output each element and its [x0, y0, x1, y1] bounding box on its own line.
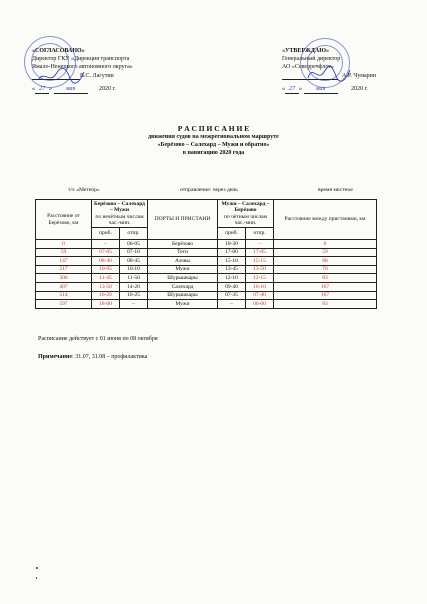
- cell-backward-arrival: 18-30: [218, 240, 246, 249]
- approval-right-line1: Генеральный директор: [282, 56, 341, 62]
- validity-text: Расписание действует с 01 июня по 08 октября: [38, 336, 158, 342]
- cell-backward-departure: 06-00: [246, 300, 274, 309]
- header-backward-departure: отпр.: [246, 228, 274, 240]
- header-ports: ПОРТЫ И ПРИСТАНИ: [148, 200, 218, 240]
- table-row: [36, 291, 377, 300]
- header-backward: Мужи – Салехард – Берёзово по чётным числам час.-мин.: [218, 200, 274, 228]
- header-distance-between: Расстояние между пристанями, км: [274, 200, 377, 240]
- cell-backward-departure: 15-15: [246, 257, 274, 266]
- scan-speck: [36, 567, 38, 569]
- cell-backward-departure: –: [246, 240, 274, 249]
- cell-forward-arrival: 08-40: [92, 257, 120, 266]
- note-body: : 31.07, 31.08 – профилактика: [72, 354, 148, 360]
- document-title: Р А С П И С А Н И Е: [177, 124, 250, 133]
- approval-left-signature: В.С. Лагутин: [80, 73, 114, 79]
- cell-forward-departure: 11-50: [120, 274, 148, 283]
- cell-forward-arrival: 10-05: [92, 265, 120, 274]
- cell-distance: 59: [36, 248, 92, 257]
- table-row: [36, 257, 377, 266]
- cell-forward-arrival: 16-20: [92, 291, 120, 300]
- approval-left-handwritten-signature: [36, 66, 86, 86]
- cell-between: 83: [274, 300, 377, 309]
- cell-forward-arrival: 07-05: [92, 248, 120, 257]
- cell-backward-arrival: 17-00: [218, 248, 246, 257]
- cell-distance: 300: [36, 274, 92, 283]
- cell-between: 107: [274, 291, 377, 300]
- table-row: [36, 282, 377, 291]
- time-label: время местное: [318, 187, 353, 193]
- approval-left-title: «СОГЛАСОВАНО»: [32, 48, 85, 54]
- cell-forward-departure: 06-05: [120, 240, 148, 249]
- cell-backward-arrival: 13-45: [218, 265, 246, 274]
- vessel-label: т/х «Метеор»: [68, 187, 100, 193]
- cell-forward-arrival: 13-50: [92, 282, 120, 291]
- cell-forward-departure: –: [120, 300, 148, 309]
- approval-right-line2: АО «Северречфлот»: [282, 64, 334, 70]
- approval-left-date-month: мая: [54, 86, 88, 94]
- cell-backward-departure: 10-10: [246, 282, 274, 291]
- cell-forward-departure: 07-10: [120, 248, 148, 257]
- cell-backward-departure: 07-40: [246, 291, 274, 300]
- cell-forward-arrival: –: [92, 240, 120, 249]
- approval-left-line2: Ямало-Ненецкого автономного округа»: [32, 64, 133, 70]
- cell-port: Шурышкары: [148, 291, 218, 300]
- header-backward-arrival: приб.: [218, 228, 246, 240]
- cell-backward-arrival: 07-35: [218, 291, 246, 300]
- cell-between: 0: [274, 240, 377, 249]
- table-row: [36, 274, 377, 283]
- cell-port: Салехард: [148, 282, 218, 291]
- schedule-table: [35, 199, 377, 309]
- note-label: Примечание: [38, 354, 73, 360]
- cell-port: Азовы: [148, 257, 218, 266]
- header-forward: Берёзово – Салехард – Мужи по нечётным числам час.-мин.: [92, 200, 148, 228]
- header-forward-arrival: приб.: [92, 228, 120, 240]
- heading-line1: движения судов на межрегиональном маршруте: [148, 134, 279, 140]
- cell-backward-arrival: –: [218, 300, 246, 309]
- approval-left-date-day: 27: [35, 86, 49, 94]
- scan-speck: [36, 577, 37, 579]
- table-row: [36, 265, 377, 274]
- approval-left-date: « 27 » мая 2020 г.: [32, 86, 116, 92]
- cell-forward-arrival: 11-45: [92, 274, 120, 283]
- cell-backward-departure: 17-05: [246, 248, 274, 257]
- cell-backward-arrival: 15-10: [218, 257, 246, 266]
- heading-line2: «Берёзово – Салехард – Мужи и обратно»: [157, 142, 270, 148]
- departure-label: отправление: через день: [180, 187, 238, 193]
- cell-forward-departure: 14-20: [120, 282, 148, 291]
- cell-distance: 0: [36, 240, 92, 249]
- cell-forward-departure: 16-25: [120, 291, 148, 300]
- cell-backward-arrival: 09-40: [218, 282, 246, 291]
- header-distance-from: Расстояние от Берёзово, км: [36, 200, 92, 240]
- approval-left-line1: Директор ГКУ «Дирекция транспорта: [32, 56, 130, 62]
- approval-right-date: « 27 » мая 2020 г.: [282, 86, 368, 92]
- cell-backward-departure: 13-50: [246, 265, 274, 274]
- cell-forward-departure: 08-45: [120, 257, 148, 266]
- approval-right-handwritten-signature: [306, 62, 352, 84]
- table-row: [36, 240, 377, 249]
- cell-between: 70: [274, 265, 377, 274]
- cell-port: Берёзово: [148, 240, 218, 249]
- cell-between: 83: [274, 274, 377, 283]
- cell-forward-arrival: 18-00: [92, 300, 120, 309]
- cell-port: Мужи: [148, 265, 218, 274]
- cell-between: 107: [274, 282, 377, 291]
- cell-between: 88: [274, 257, 377, 266]
- cell-distance: 147: [36, 257, 92, 266]
- table-row: [36, 248, 377, 257]
- cell-forward-departure: 10-10: [120, 265, 148, 274]
- approval-right-date-day: 27: [285, 86, 299, 94]
- approval-right-signature: А.Р. Чумарин: [342, 73, 377, 79]
- cell-distance: 514: [36, 291, 92, 300]
- header-forward-departure: отпр.: [120, 228, 148, 240]
- table-row: [36, 300, 377, 309]
- approval-right-title: «УТВЕРЖДАЮ»: [282, 48, 330, 54]
- approval-right-date-month: мая: [304, 86, 338, 94]
- cell-distance: 217: [36, 265, 92, 274]
- cell-distance: 597: [36, 300, 92, 309]
- cell-port: Шурышкары: [148, 274, 218, 283]
- cell-backward-departure: 12-15: [246, 274, 274, 283]
- cell-distance: 407: [36, 282, 92, 291]
- cell-port: Мужи: [148, 300, 218, 309]
- cell-backward-arrival: 12-10: [218, 274, 246, 283]
- cell-between: 59: [274, 248, 377, 257]
- note-text: [38, 354, 147, 361]
- cell-port: Теги: [148, 248, 218, 257]
- heading-line3: в навигацию 2020 года: [182, 150, 245, 156]
